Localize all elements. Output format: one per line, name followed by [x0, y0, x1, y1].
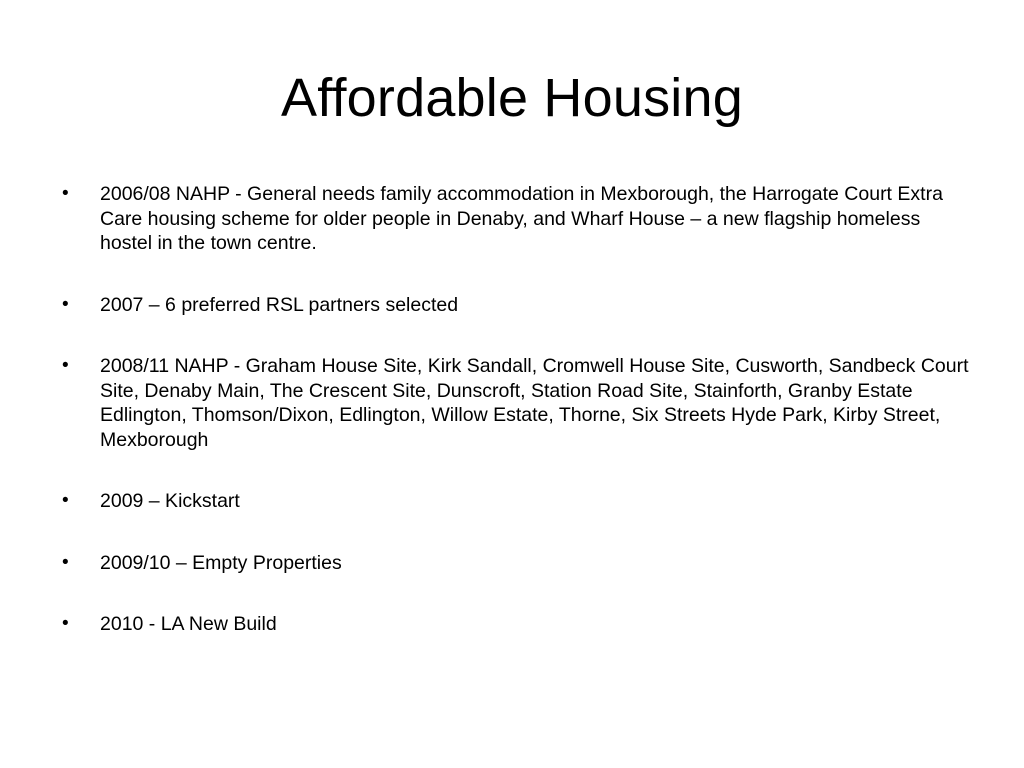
bullet-text: 2007 – 6 preferred RSL partners selected [100, 293, 459, 316]
bullet-icon: • [62, 355, 69, 376]
bullet-item-empty-properties-2009-10 [62, 551, 972, 576]
bullet-item-la-new-build-2010 [62, 612, 972, 637]
bullet-text: 2006/08 NAHP - General needs family accommodation in Mexborough, the Harrogate Court Extra Care housing scheme for older people in Denaby, and Wharf House – a new flagship homeless hostel in the town centre. [100, 183, 943, 254]
bullet-text: 2008/11 NAHP - Graham House Site, Kirk Sandall, Cromwell House Site, Cusworth, Sandbeck Court Site, Denaby Main, The Crescent Site, Dunscroft, Station Road Site, Stainforth, Granby Estate Edlington, Thomson/Dixon, Edlington, Willow Estate, Thorne, Six Streets Hyde Park, Kirby Street, Mexborough [100, 355, 969, 451]
bullet-icon: • [62, 551, 69, 573]
bullet-icon: • [62, 613, 69, 634]
bullet-item-kickstart-2009 [62, 489, 972, 514]
bullet-text: 2010 - LA New Build [100, 613, 277, 635]
bullet-icon: • [62, 490, 69, 511]
bullet-item-nahp-2006-08 [62, 182, 972, 256]
bullet-icon: • [62, 293, 69, 315]
bullet-list [62, 182, 972, 674]
bullet-text: 2009/10 – Empty Properties [100, 551, 342, 574]
bullet-item-rsl-partners-2007 [62, 293, 972, 318]
bullet-icon: • [62, 183, 69, 204]
bullet-item-nahp-2008-11 [62, 354, 972, 452]
slide-title: Affordable Housing [281, 68, 743, 128]
bullet-text: 2009 – Kickstart [100, 490, 240, 512]
